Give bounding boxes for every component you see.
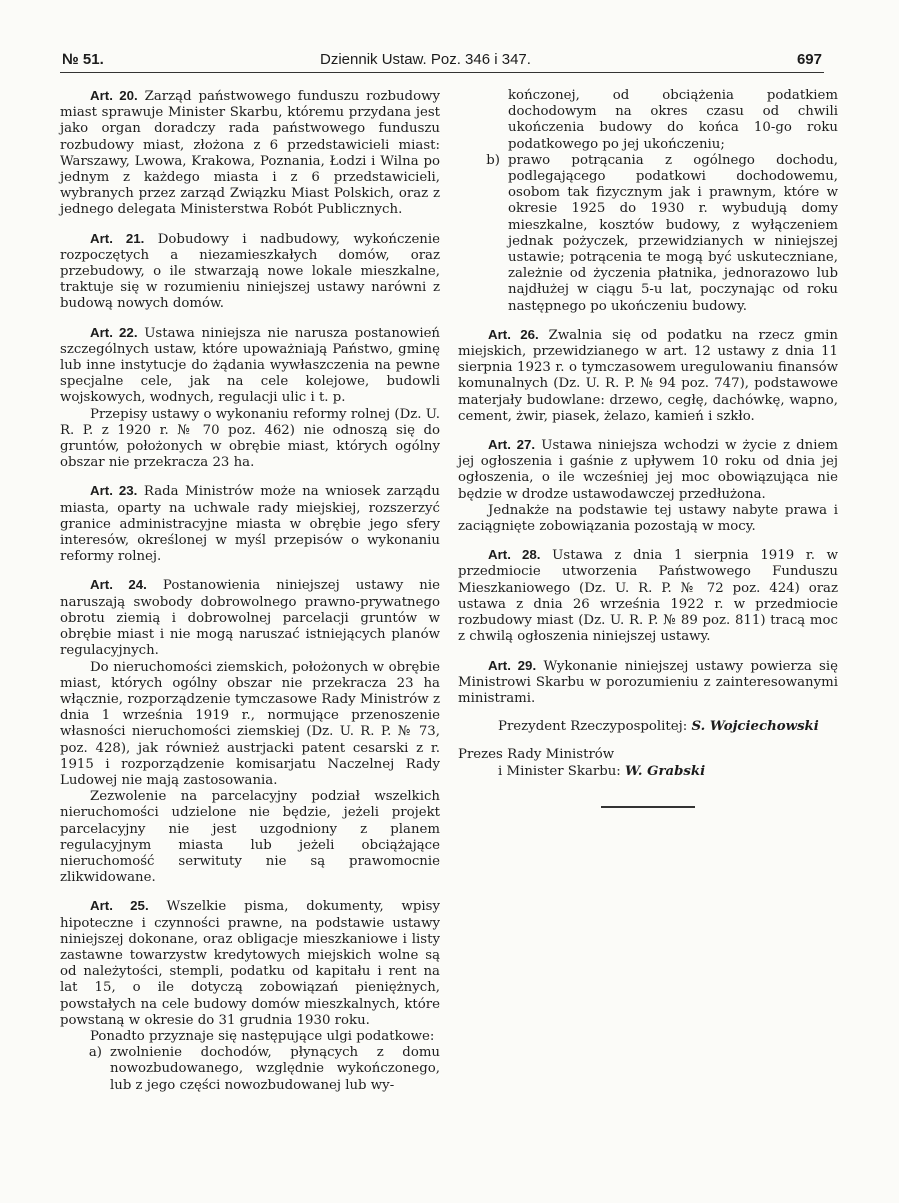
article-27: Art. 27. Ustawa niniejsza wchodzi w życie z dniem jej ogłoszenia i gaśnie z upływem 10 roku od dnia jej ogłoszenia, o ile wcześniej jej moc obowiązująca nie będzie w drodze ustawodawczej przedłużona. [458, 437, 838, 502]
article-25-paragraph-2: Ponadto przyznaje się następujące ulgi podatkowe: [90, 1028, 435, 1044]
signature-premier: i Minister Skarbu: W. Grabski [498, 763, 706, 779]
article-24-paragraph-3: Zezwolenie na parcelacyjny podział wszelkich nieruchomości udzielone nie będzie, jeżeli projekt parcelacyjny nie jest uzgodniony z planem regulacyjnym miasta lub jeżeli obciążające nieruchomość serwituty nie są prawomocnie zlikwidowane. [60, 789, 440, 886]
article-28: Art. 28. Ustawa z dnia 1 sierpnia 1919 r. w przedmiocie utworzenia Państwowego Funduszu Mieszkaniowego (Dz. U. R. P. № 72 poz. 424) oraz ustawa z dnia 26 września 1922 r. w przedmiocie rozbudowy miast (Dz. U. R. P. № 89 poz. 811) tracą moc z chwilą ogłoszenia niniejszej ustawy. [458, 547, 838, 645]
article-21: Art. 21. Dobudowy i nadbudowy, wykończenie rozpoczętych a niezamieszkałych domów, oraz przebudowy, o ile stwarzają nowe lokale mieszkalne, traktuje się w rozumieniu niniejszej ustawy narówni z budową nowych domów. [60, 230, 440, 312]
list-item-a-continued: kończonej, od obciążenia podatkiem dochodowym na okres czasu od chwili ukończenia budowy do końca 10-go roku podatkowego po jej ukończeniu; [508, 88, 838, 152]
article-27-paragraph-2: Jednakże na podstawie tej ustawy nabyte prawa i zaciągnięte zobowiązania pozostają w mocy. [458, 502, 838, 535]
issue-number: № 51. [62, 51, 104, 68]
signature-president: Prezydent Rzeczypospolitej: S. Wojciechowski [498, 719, 819, 735]
closing-rule [601, 806, 695, 808]
article-23: Art. 23. Rada Ministrów może na wniosek zarządu miasta, oparty na uchwale rady miejskiej, rozszerzyć granice administracyjne miasta w obrębie jego sfery interesów, określonej w myśl przepisów o wykonaniu reformy rolnej. [60, 483, 440, 565]
list-item-a: a) zwolnienie dochodów, płynących z domu nowozbudowanego, względnie wykończonego, lub z jego części nowozbudowanej lub wy- [88, 1045, 440, 1093]
list-item-b: b) prawo potrącania z ogólnego dochodu, podlegającego podatkowi dochodowemu, osobom tak fizycznym jak i prawnym, które w okresie 1925 do 1930 r. wybudują domy mieszkalne, kosztów budowy, z wyłączeniem jednak pożyczek, przewidzianych w niniejszej ustawie; potrącenia te mogą być uskuteczniane, zależnie od życzenia płatnika, jednorazowo lub najdłużej w ciągu 5-u lat, poczynając od roku następnego po ukończeniu budowy. [486, 152, 838, 314]
article-25: Art. 25. Wszelkie pisma, dokumenty, wpisy hipoteczne i czynności prawne, na podstawie ustawy niniejszej dokonane, oraz obligacje mieszkaniowe i listy zastawne towarzystw kredytowych miejskich wolne są od należytości, stempli, podatku od kapitału i rent na lat 15, o ile dotyczą zobowiązań pieniężnych, powstałych na cele budowy domów mieszkalnych, które powstaną w okresie do 31 grudnia 1930 roku. [60, 898, 440, 1028]
header-rule [60, 72, 824, 73]
article-20: Art. 20. Zarząd państwowego funduszu rozbudowy miast sprawuje Minister Skarbu, któremu przydana jest jako organ doradczy rada państwowego funduszu rozbudowy miast, złożona z 6 przedstawicieli miast: Warszawy, Lwowa, Krakowa, Poznania, Łodzi i Wilna po jednym z każdego miasta i z 6 przedstawicieli, wybranych przez zarząd Związku Miast Polskich, oraz z jednego delegata Ministerstwa Robót Publicznych. [60, 88, 440, 218]
article-24: Art. 24. Postanowienia niniejszej ustawy nie naruszają swobody dobrowolnego prawno-prywatnego obrotu ziemią i dobrowolnej parcelacji gruntów w obrębie miast i nie mogą naruszać istniejących planów regulacyjnych. [60, 577, 440, 659]
right-column [458, 88, 838, 808]
page-number: 697 [796, 51, 822, 68]
signature-premier-role: Prezes Rady Ministrów [458, 747, 615, 763]
article-29: Art. 29. Wykonanie niniejszej ustawy powierza się Ministrowi Skarbu w porozumieniu z zainteresowanymi ministrami. [458, 657, 838, 706]
article-26: Art. 26. Zwalnia się od podatku na rzecz gmin miejskich, przewidzianego w art. 12 ustawy z dnia 11 sierpnia 1923 r. o tymczasowem uregulowaniu finansów komunalnych (Dz. U. R. P. № 94 poz. 747), podstawowe materjały budowlane: drzewo, cegłę, dachówkę, wapno, cement, żwir, piasek, żelazo, kamień i szkło. [458, 326, 838, 424]
journal-title: Dziennik Ustaw. Poz. 346 i 347. [320, 51, 531, 68]
article-22: Art. 22. Ustawa niniejsza nie narusza postanowień szczególnych ustaw, które upoważniają Państwo, gminę lub inne instytucje do żądania wywłaszczenia na pewne specjalne cele, jak na cele kolejowe, budowli wojskowych, wodnych, regulacji ulic i t. p. [60, 324, 440, 406]
article-24-paragraph-2: Do nieruchomości ziemskich, położonych w obrębie miast, których ogólny obszar nie przekracza 23 ha włącznie, rozporządzenie tymczasowe Rady Ministrów z dnia 1 września 1919 r., normujące przenoszenie własności nieruchomości ziemskiej (Dz. U. R. P. № 73, poz. 428), jak również austrjacki patent cesarski z r. 1915 i rozporządzenie komisarjatu Naczelnej Rady Ludowej nie mają zastosowania. [60, 659, 440, 788]
left-column [60, 88, 440, 1094]
page-header [62, 51, 822, 71]
article-22-paragraph-2: Przepisy ustawy o wykonaniu reformy rolnej (Dz. U. R. P. z 1920 r. № 70 poz. 462) nie odnoszą się do gruntów, położonych w obrębie miast, których ogólny obszar nie przekracza 23 ha. [60, 406, 440, 471]
